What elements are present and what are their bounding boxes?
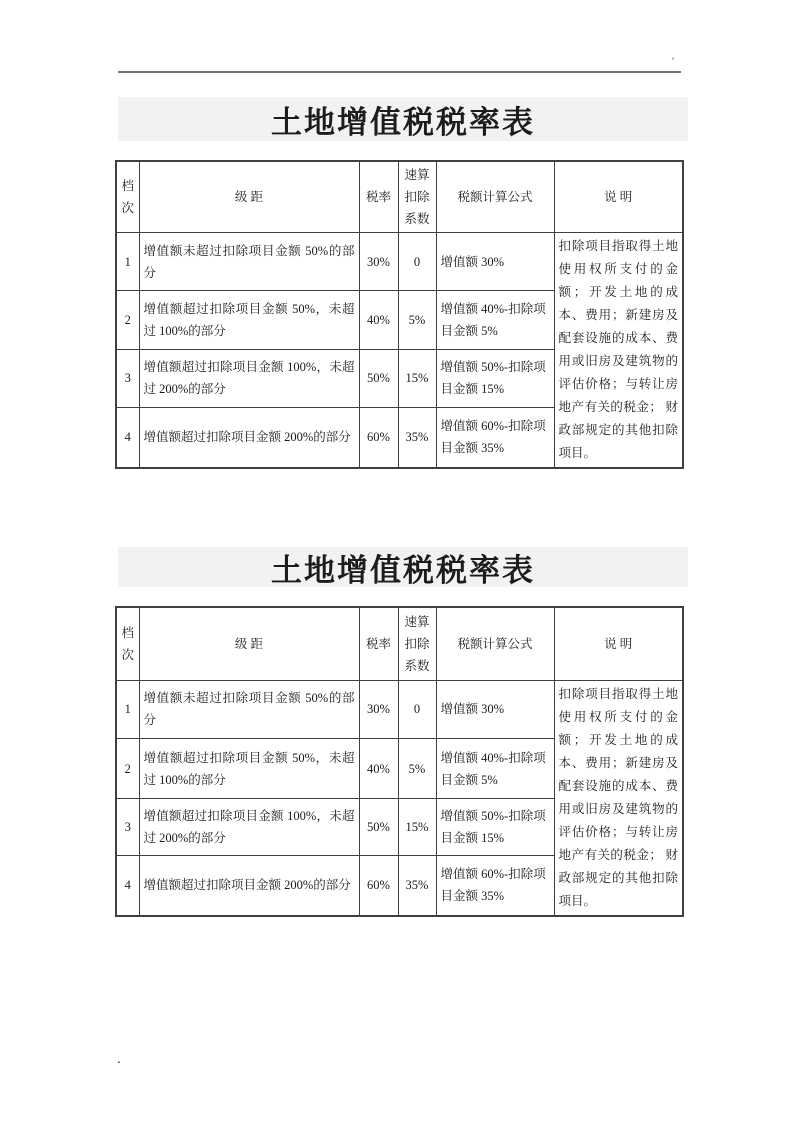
document-title-1: 土地增值税税率表 xyxy=(271,104,535,140)
rate-cell: 40% xyxy=(359,739,398,799)
deduction-cell: 35% xyxy=(398,407,436,468)
page-top-rule xyxy=(118,71,681,73)
table-header-row xyxy=(116,607,683,680)
formula-cell: 增值额 50%-扣除项目金额 15% xyxy=(436,799,554,856)
tax-rate-table-1 xyxy=(115,160,684,469)
level-cell: 4 xyxy=(116,856,139,916)
header-deduction: 速算扣除系数 xyxy=(398,607,436,680)
bottom-left-mark: . xyxy=(117,1050,121,1066)
level-cell: 3 xyxy=(116,349,139,407)
level-cell: 2 xyxy=(116,291,139,349)
header-note: 说 明 xyxy=(554,161,683,233)
deduction-cell: 0 xyxy=(398,680,436,739)
formula-cell: 增值额 30% xyxy=(436,233,554,291)
table-header-row xyxy=(116,161,683,233)
deduction-cell: 5% xyxy=(398,739,436,799)
formula-cell: 增值额 60%-扣除项目金额 35% xyxy=(436,407,554,468)
rate-cell: 60% xyxy=(359,856,398,916)
formula-cell: 增值额 30% xyxy=(436,680,554,739)
header-bracket: 级 距 xyxy=(139,161,359,233)
deduction-cell: 35% xyxy=(398,856,436,916)
rate-cell: 30% xyxy=(359,680,398,739)
deduction-cell: 5% xyxy=(398,291,436,349)
bracket-cell: 增值额超过扣除项目金额 100%，未超过 200%的部分 xyxy=(139,799,359,856)
rate-cell: 50% xyxy=(359,349,398,407)
bracket-cell: 增值额未超过扣除项目金额 50%的部分 xyxy=(139,233,359,291)
level-cell: 1 xyxy=(116,680,139,739)
table-row xyxy=(116,680,683,739)
level-cell: 3 xyxy=(116,799,139,856)
rate-cell: 30% xyxy=(359,233,398,291)
bracket-cell: 增值额未超过扣除项目金额 50%的部分 xyxy=(139,680,359,739)
deduction-cell: 0 xyxy=(398,233,436,291)
bracket-cell: 增值额超过扣除项目金额 100%，未超过 200%的部分 xyxy=(139,349,359,407)
note-cell: 扣除项目指取得土地使用权所支付的金额；开发土地的成本、费用；新建房及配套设施的成本、费用或旧房及建筑物的评估价格；与转让房地产有关的税金； 财政部规定的其他扣除项目。 xyxy=(554,233,683,469)
bracket-cell: 增值额超过扣除项目金额 200%的部分 xyxy=(139,856,359,916)
top-right-mark: ' xyxy=(672,56,675,68)
header-formula: 税额计算公式 xyxy=(436,607,554,680)
header-bracket: 级 距 xyxy=(139,607,359,680)
note-cell: 扣除项目指取得土地使用权所支付的金额；开发土地的成本、费用；新建房及配套设施的成本、费用或旧房及建筑物的评估价格；与转让房地产有关的税金； 财政部规定的其他扣除项目。 xyxy=(554,680,683,916)
bracket-cell: 增值额超过扣除项目金额 50%，未超过 100%的部分 xyxy=(139,291,359,349)
rate-cell: 60% xyxy=(359,407,398,468)
bracket-cell: 增值额超过扣除项目金额 200%的部分 xyxy=(139,407,359,468)
rate-cell: 50% xyxy=(359,799,398,856)
header-deduction: 速算扣除系数 xyxy=(398,161,436,233)
title-band-1 xyxy=(118,97,688,141)
level-cell: 1 xyxy=(116,233,139,291)
deduction-cell: 15% xyxy=(398,799,436,856)
table-row xyxy=(116,233,683,291)
formula-cell: 增值额 60%-扣除项目金额 35% xyxy=(436,856,554,916)
bracket-cell: 增值额超过扣除项目金额 50%，未超过 100%的部分 xyxy=(139,739,359,799)
header-rate: 税率 xyxy=(359,161,398,233)
formula-cell: 增值额 50%-扣除项目金额 15% xyxy=(436,349,554,407)
formula-cell: 增值额 40%-扣除项目金额 5% xyxy=(436,739,554,799)
tax-rate-table-2 xyxy=(115,606,684,917)
formula-cell: 增值额 40%-扣除项目金额 5% xyxy=(436,291,554,349)
header-note: 说 明 xyxy=(554,607,683,680)
level-cell: 2 xyxy=(116,739,139,799)
title-band-2 xyxy=(118,547,688,587)
document-title-2: 土地增值税税率表 xyxy=(271,552,535,588)
level-cell: 4 xyxy=(116,407,139,468)
rate-cell: 40% xyxy=(359,291,398,349)
deduction-cell: 15% xyxy=(398,349,436,407)
header-rate: 税率 xyxy=(359,607,398,680)
header-level: 档次 xyxy=(116,607,139,680)
header-formula: 税额计算公式 xyxy=(436,161,554,233)
header-level: 档次 xyxy=(116,161,139,233)
